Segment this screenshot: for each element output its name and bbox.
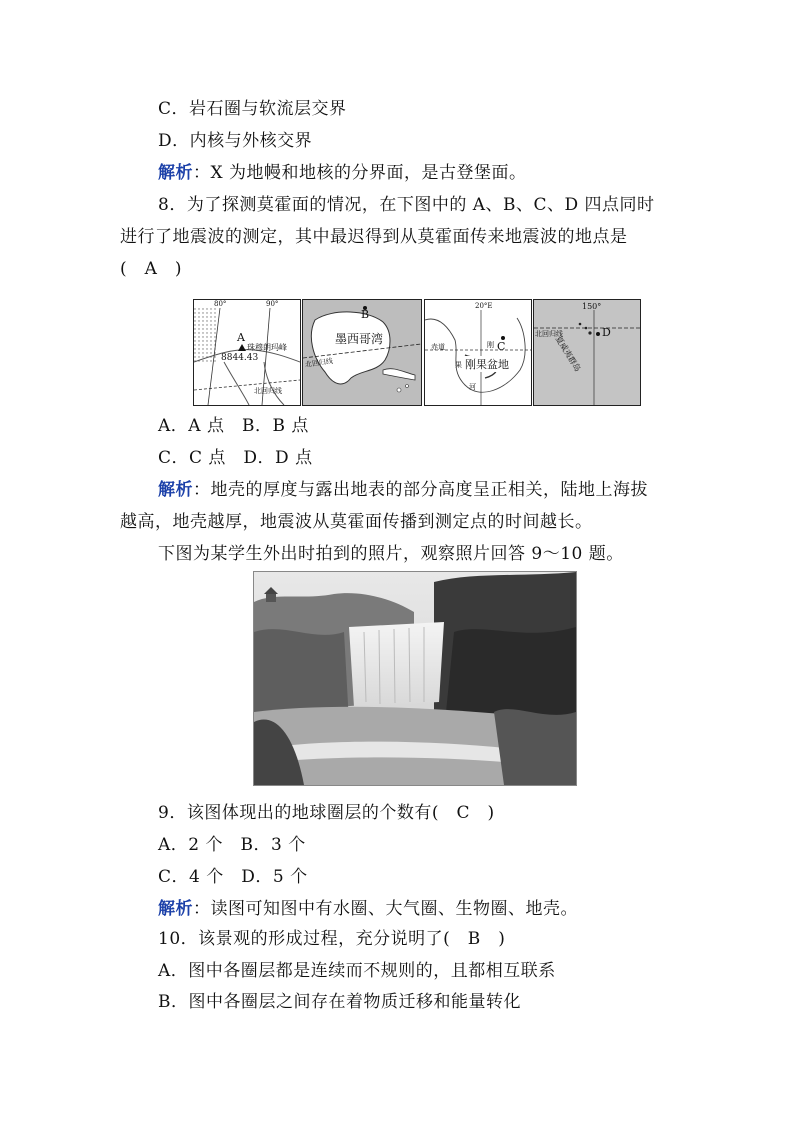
options-q9-ab: A．2 个 B．3 个 [158,835,306,855]
map1-lon2: 90° [266,300,279,308]
map4-tropic: 北回归线 [535,330,563,338]
map1-peak: 珠穆朗玛峰 [247,343,287,352]
map2-gulf: 墨西哥湾 [335,332,384,346]
map3-river-1: 果 [455,361,462,369]
analysis-q7 [158,162,527,184]
question-9: 9．该图体现出的地球圈层的个数有( C ) [158,803,495,823]
map2-point-b: B [361,308,370,321]
question-8-line1: 8．为了探测莫霍面的情况，在下图中的 A、B、C、D 四点同时 [158,195,655,215]
options-q8-ab: A．A 点 B．B 点 [158,416,309,436]
map3-equator: 赤道 [431,343,445,351]
option-d-q7: D．内核与外核交界 [158,131,313,151]
options-q9-cd: C．4 个 D．5 个 [158,867,308,887]
question-8-answer: ( A ) [120,259,183,279]
map3-river-2: 刚 [487,341,494,349]
analysis-label: 解析 [158,163,193,183]
map3-basin: 刚果盆地 [465,358,509,371]
analysis-q9 [158,898,578,920]
option-c-q7: C．岩石圈与软流层交界 [158,99,347,119]
analysis-label: 解析 [158,480,193,500]
map-hawaii [533,299,641,406]
map4-point-d: D [602,326,611,339]
map4-lon: 150° [582,302,602,311]
map-congo-basin [424,299,532,406]
analysis-text: ：X 为地幔和地核的分界面，是古登堡面。 [193,163,527,183]
map-gulf-of-mexico [302,299,422,406]
map1-lon1: 80° [214,300,227,308]
intro-q9-10: 下图为某学生外出时拍到的照片，观察照片回答 9～10 题。 [158,544,624,564]
waterfall-photo [253,571,577,786]
analysis-q8-line2: 越高，地壳越厚，地震波从莫霍面传播到测定点的时间越长。 [120,512,593,532]
map1-point-a: A [237,331,245,344]
map1-elev: 8844.43 [221,353,259,363]
map3-point-c: C [497,340,506,353]
map4-islands: 夏威夷群岛 [553,334,583,374]
options-q8-cd: C．C 点 D．D 点 [158,448,313,468]
analysis-label: 解析 [158,899,193,919]
map1-tropic: 北回归线 [254,387,282,395]
analysis-text: ：地壳的厚度与露出地表的部分高度呈正相关，陆地上海拔 [193,480,648,500]
map-everest [193,299,301,406]
question-10: 10．该景观的形成过程，充分说明了( B ) [158,929,506,949]
map3-river-3: 河 [469,383,476,391]
analysis-q8-line1 [158,479,648,501]
option-b-q10: B．图中各圈层之间存在着物质迁移和能量转化 [158,992,521,1012]
analysis-text: ：读图可知图中有水圈、大气圈、生物圈、地壳。 [193,899,578,919]
question-8-line2: 进行了地震波的测定，其中最迟得到从莫霍面传来地震波的地点是 [120,227,628,247]
map2-tropic: 北回归线 [304,357,334,369]
map3-lon: 20°E [475,302,493,310]
option-a-q10: A．图中各圈层都是连续而不规则的，且都相互联系 [158,961,556,981]
